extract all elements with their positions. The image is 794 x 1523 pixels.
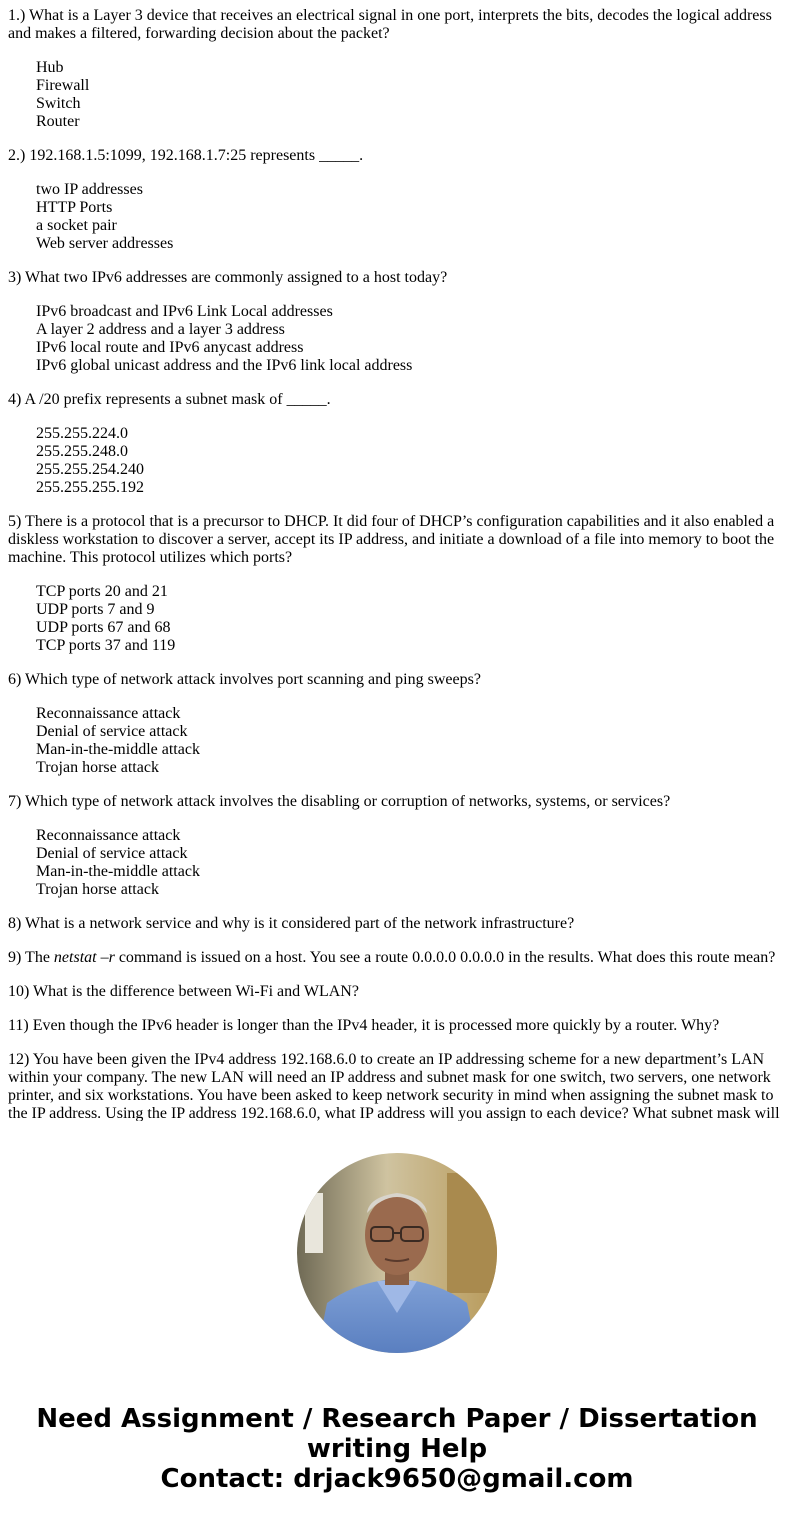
document-body <box>8 7 786 1121</box>
answer-option: Switch <box>36 95 81 112</box>
answer-option: Trojan horse attack <box>36 881 159 898</box>
answer-option: Reconnaissance attack <box>36 705 181 722</box>
question-12: 12) You have been given the IPv4 address 192.168.6.0 to create an IP addressing scheme for a new department’s LAN within your company. The new LAN will need an IP address and subnet mask for one switch, two servers, one network printer, and six workstations. You have been asked to keep network security in mind when assigning the subnet mask to the IP address. Using the IP address 192.168.6.0, what IP address will you assign to each device? What subnet mask will <box>8 1051 780 1121</box>
answer-option: A layer 2 address and a layer 3 address <box>36 321 285 338</box>
answer-option: IPv6 local route and IPv6 anycast address <box>36 339 304 356</box>
answer-option: 255.255.254.240 <box>36 461 144 478</box>
answer-option: 255.255.248.0 <box>36 443 128 460</box>
banner-line-2: writing Help <box>306 1434 488 1464</box>
answer-option: IPv6 global unicast address and the IPv6 link local address <box>36 357 413 374</box>
answer-option: IPv6 broadcast and IPv6 Link Local addresses <box>36 303 333 320</box>
author-photo-icon <box>297 1153 497 1353</box>
answer-option: TCP ports 37 and 119 <box>36 637 176 654</box>
question-2: 2.) 192.168.1.5:1099, 192.168.1.7:25 represents _____. <box>8 147 364 164</box>
answer-option: Firewall <box>36 77 90 94</box>
answer-option: Man-in-the-middle attack <box>36 741 200 758</box>
question-11: 11) Even though the IPv6 header is longer than the IPv4 header, it is processed more quickly by a router. Why? <box>8 1017 720 1034</box>
question-3: 3) What two IPv6 addresses are commonly assigned to a host today? <box>8 269 448 286</box>
question-9-prefix: 9) The <box>8 949 54 966</box>
answer-option: HTTP Ports <box>36 199 113 216</box>
author-photo <box>297 1153 497 1353</box>
answer-option: 255.255.224.0 <box>36 425 128 442</box>
question-5: 5) There is a protocol that is a precursor to DHCP. It did four of DHCP’s configuration capabilities and it also enabled a diskless workstation to discover a server, accept its IP address, and initiate a download of a file into memory to boot the machine. This protocol utilizes which ports? <box>8 513 775 566</box>
answer-options <box>36 303 786 375</box>
netstat-command: netstat –r <box>53 949 115 966</box>
answer-options <box>36 827 786 899</box>
question-10: 10) What is the difference between Wi-Fi and WLAN? <box>8 983 359 1000</box>
question-8: 8) What is a network service and why is it considered part of the network infrastructure? <box>8 915 575 932</box>
answer-option: UDP ports 67 and 68 <box>36 619 171 636</box>
answer-option: a socket pair <box>36 217 117 234</box>
question-9 <box>8 949 786 967</box>
answer-options <box>36 705 786 777</box>
question-9-suffix: command is issued on a host. You see a route 0.0.0.0 0.0.0.0 in the results. What does this route mean? <box>114 949 776 966</box>
question-1: 1.) What is a Layer 3 device that receives an electrical signal in one port, interprets the bits, decodes the logical address and makes a filtered, forwarding decision about the packet? <box>8 7 772 42</box>
question-6: 6) Which type of network attack involves port scanning and ping sweeps? <box>8 671 481 688</box>
answer-options <box>36 59 786 131</box>
banner-contact: Contact: drjack9650@gmail.com <box>160 1464 634 1494</box>
question-list <box>8 7 786 899</box>
banner-line-1: Need Assignment / Research Paper / Dissertation <box>36 1404 758 1434</box>
answer-option: Man-in-the-middle attack <box>36 863 200 880</box>
help-banner <box>0 1404 794 1494</box>
answer-option: Trojan horse attack <box>36 759 159 776</box>
answer-options <box>36 425 786 497</box>
answer-option: Reconnaissance attack <box>36 827 181 844</box>
answer-option: Denial of service attack <box>36 845 188 862</box>
answer-option: Web server addresses <box>36 235 174 252</box>
answer-option: Router <box>36 113 80 130</box>
answer-option: two IP addresses <box>36 181 143 198</box>
answer-options <box>36 583 786 655</box>
answer-options <box>36 181 786 253</box>
answer-option: Denial of service attack <box>36 723 188 740</box>
answer-option: UDP ports 7 and 9 <box>36 601 155 618</box>
answer-option: TCP ports 20 and 21 <box>36 583 168 600</box>
answer-option: 255.255.255.192 <box>36 479 144 496</box>
question-7: 7) Which type of network attack involves the disabling or corruption of networks, systems, or services? <box>8 793 671 810</box>
question-4: 4) A /20 prefix represents a subnet mask of _____. <box>8 391 331 408</box>
answer-option: Hub <box>36 59 64 76</box>
